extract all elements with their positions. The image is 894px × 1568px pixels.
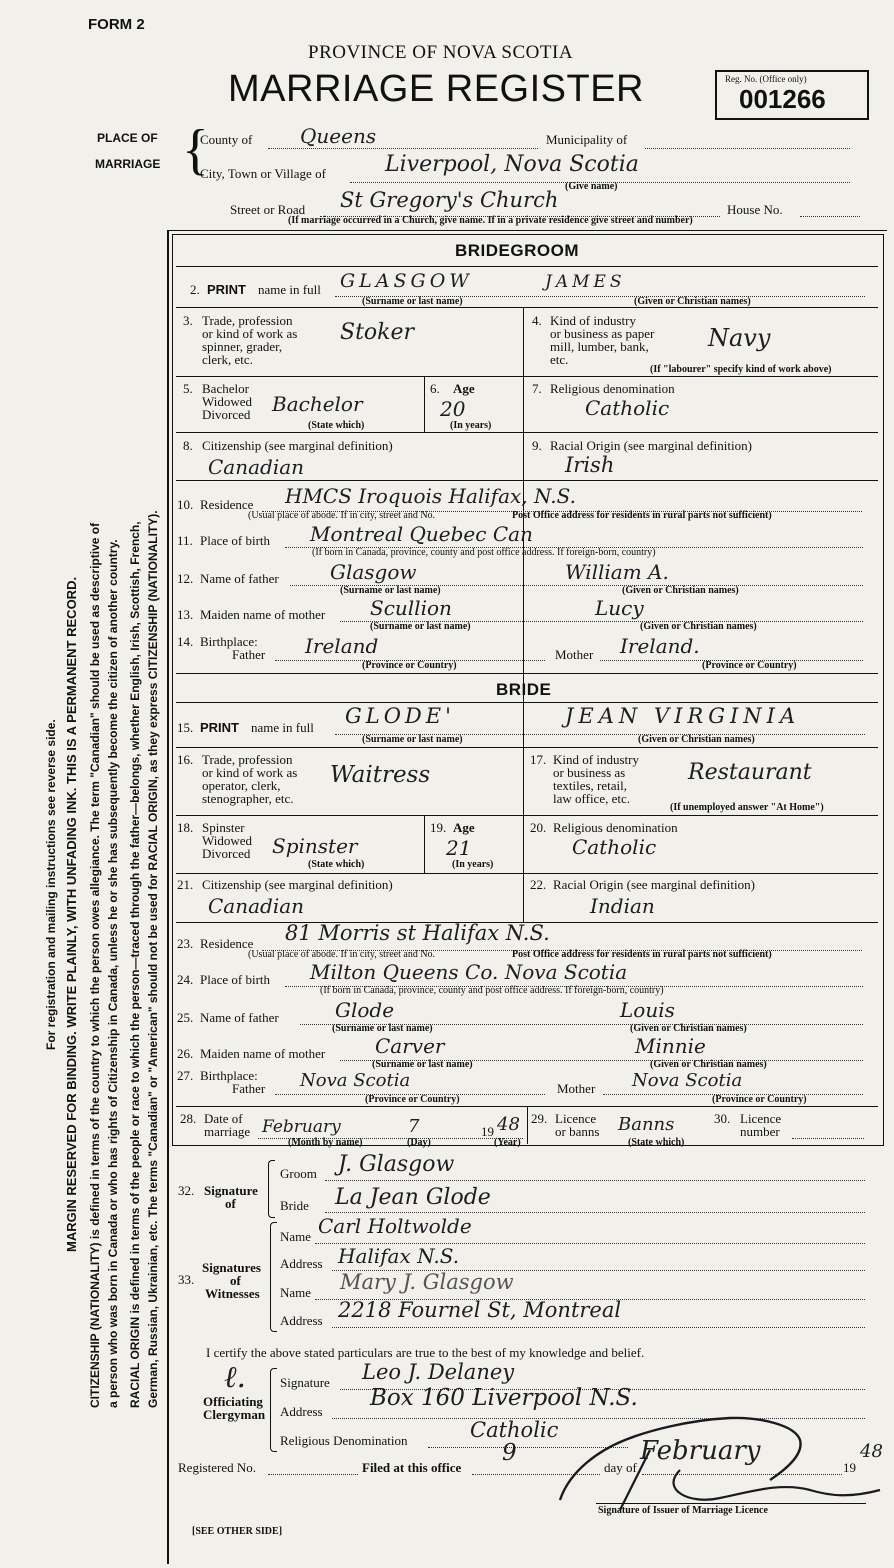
- bride-father-birthplace: Nova Scotia: [300, 1070, 411, 1091]
- groom-mother-given: Lucy: [595, 596, 644, 620]
- filed-year: 48: [860, 1441, 883, 1462]
- f17-label-4: law office, etc.: [553, 791, 630, 806]
- filed-year-prefix: 19: [843, 1460, 856, 1475]
- groom-mother-birthplace: Ireland.: [620, 634, 700, 658]
- f14-number: 14.: [177, 634, 194, 649]
- see-other-side: [SEE OTHER SIDE]: [192, 1526, 283, 1537]
- groom-father-surname: Glasgow: [330, 560, 417, 584]
- f14-label-1: Birthplace:: [200, 634, 258, 649]
- place-brace: {: [182, 119, 209, 181]
- f12-given-cap: (Given or Christian names): [622, 585, 739, 596]
- street-note: (If marriage occurred in a Church, give name. If in a private residence give street and number): [288, 215, 693, 226]
- f5-label-2: Widowed: [202, 394, 253, 409]
- groom-racial: Irish: [565, 453, 615, 477]
- groom-industry: Navy: [708, 324, 771, 352]
- f32-number: 32.: [178, 1183, 195, 1198]
- f28-month-cap: (Month by name): [288, 1137, 363, 1148]
- f32-brace: [268, 1160, 275, 1218]
- f28-label-1: Date of: [204, 1111, 243, 1126]
- licence-or-banns: Banns: [618, 1114, 675, 1135]
- province-title: PROVINCE OF NOVA SCOTIA: [308, 42, 574, 63]
- f14-mother-cap: (Province or Country): [702, 660, 797, 671]
- f30-label-2: number: [740, 1124, 780, 1139]
- clergy-denomination-label: Religious Denomination: [280, 1433, 408, 1448]
- margin-line-3: CITIZENSHIP (NATIONALITY) is defined in terms of the country to which the person owes allegiance. The term "Canadian" should be used as descriptive of: [88, 522, 102, 1408]
- groom-given: JAMES: [545, 272, 626, 292]
- f18-label-1: Spinster: [202, 820, 245, 835]
- groom-father-given: William A.: [565, 560, 669, 584]
- rule-b1: [176, 747, 878, 748]
- certify-statement: I certify the above stated particulars are true to the best of my knowledge and belief.: [206, 1345, 645, 1360]
- margin-line-4: a person who was born in Canada or who has rights of Citizenship in Canada, unless he or she has subsequently become the citizen of another country.: [106, 539, 120, 1408]
- f14-father-cap: (Province or Country): [362, 660, 457, 671]
- f29-label-1: Licence: [555, 1111, 597, 1126]
- f3-label-3: spinner, grader,: [202, 339, 283, 354]
- f28-label-2: marriage: [204, 1124, 251, 1139]
- groom-mother-surname: Scullion: [370, 596, 452, 620]
- reg-no-box: [715, 70, 869, 120]
- f13-surname-cap: (Surname or last name): [370, 621, 471, 632]
- f27-label-2: Father: [232, 1081, 266, 1096]
- margin-line-5: RACIAL ORIGIN is defined in terms of the people or race to which the person—traced through the father—belongs, whether English, Irish, Scottish, French,: [128, 521, 142, 1408]
- f12-number: 12.: [177, 571, 194, 586]
- clergy-signature: Leo J. Delaney: [362, 1360, 515, 1384]
- f22-number: 22.: [530, 877, 547, 892]
- page-title: MARRIAGE REGISTER: [228, 68, 644, 110]
- county-value: Queens: [300, 124, 377, 148]
- f15-print: PRINT: [200, 720, 239, 735]
- f8-label: Citizenship (see marginal definition): [202, 438, 393, 453]
- f26-surname-cap: (Surname or last name): [372, 1059, 473, 1070]
- bride-birthplace: Milton Queens Co. Nova Scotia: [310, 960, 628, 984]
- bride-trade: Waitress: [330, 762, 431, 788]
- witness2-address: 2218 Fournel St, Montreal: [338, 1298, 622, 1322]
- f25-label: Name of father: [200, 1010, 279, 1025]
- f23-cap-1: (Usual place of abode. If in city, street and No.: [248, 949, 436, 960]
- f10-label: Residence: [200, 497, 254, 512]
- f6-label: Age: [453, 381, 475, 396]
- bride-age: 21: [446, 836, 472, 860]
- w1-address-label: Address: [280, 1256, 323, 1271]
- reg-no-value: 001266: [739, 84, 826, 114]
- f14-mother-label: Mother: [555, 647, 594, 662]
- f13-label: Maiden name of mother: [200, 607, 326, 622]
- groom-citizenship: Canadian: [208, 455, 305, 479]
- filed-label: Filed at this office: [362, 1460, 462, 1475]
- groom-status: Bachelor: [272, 392, 363, 416]
- bride-mother-given: Minnie: [635, 1034, 706, 1058]
- bride-racial: Indian: [590, 894, 655, 918]
- f4-number: 4.: [532, 313, 542, 328]
- f27-father-cap: (Province or Country): [365, 1094, 460, 1105]
- f22-label: Racial Origin (see marginal definition): [553, 877, 755, 892]
- f10-cap-2: Post Office address for residents in rural parts not sufficient): [512, 510, 772, 521]
- f33-label-1: Signatures: [202, 1260, 261, 1275]
- bride-title-rule: [176, 702, 878, 703]
- officiating-label-2: Clergyman: [203, 1407, 266, 1422]
- marriage-month: February: [262, 1117, 341, 1137]
- f17-number: 17.: [530, 752, 547, 767]
- clergy-denomination: Catholic: [470, 1418, 559, 1442]
- f32-label-2: of: [225, 1196, 236, 1211]
- witness1-address: Halifax N.S.: [338, 1244, 460, 1268]
- form-number: FORM 2: [88, 16, 145, 33]
- f16-label-4: stenographer, etc.: [202, 791, 294, 806]
- w1-name-label: Name: [280, 1229, 312, 1244]
- f17-label-1: Kind of industry: [553, 752, 639, 767]
- f23-number: 23.: [177, 936, 194, 951]
- bride-status: Spinster: [272, 834, 358, 858]
- bride-industry: Restaurant: [688, 760, 812, 785]
- groom-residence: HMCS Iroquois Halifax, N.S.: [285, 484, 576, 508]
- f6-cap: (In years): [450, 420, 492, 431]
- groom-age: 20: [440, 397, 466, 421]
- reg-no-label: Reg. No. (Office only): [725, 74, 807, 84]
- vrule-date: [527, 1106, 528, 1144]
- f19-label: Age: [453, 820, 475, 835]
- marriage-day: 7: [408, 1116, 420, 1137]
- f5-label-1: Bachelor: [202, 381, 249, 396]
- f17-label-3: textiles, retail,: [553, 778, 628, 793]
- f16-number: 16.: [177, 752, 194, 767]
- f30-number: 30.: [714, 1111, 731, 1126]
- f2-given-cap: (Given or Christian names): [634, 296, 751, 307]
- bride-sig-line: [325, 1212, 865, 1213]
- f20-label: Religious denomination: [553, 820, 678, 835]
- f15-number: 15.: [177, 720, 194, 735]
- f14-label-2: Father: [232, 647, 266, 662]
- f27-label-1: Birthplace:: [200, 1068, 258, 1083]
- f18-label-2: Widowed: [202, 833, 253, 848]
- f3-label-4: clerk, etc.: [202, 352, 253, 367]
- f2-number: 2.: [190, 282, 200, 297]
- f30-label-1: Licence: [740, 1111, 782, 1126]
- witness2-name: Mary J. Glasgow: [340, 1270, 514, 1294]
- groom-title-rule: [176, 266, 878, 267]
- f17-label-2: or business as: [553, 765, 626, 780]
- house-line: [800, 216, 860, 217]
- f24-cap: (If born in Canada, province, county and post office address. If foreign-born, country): [320, 985, 664, 996]
- officiating-brace: [270, 1368, 277, 1452]
- vrule-age-groom: [424, 376, 425, 432]
- f33-brace: [270, 1222, 277, 1332]
- bride-mother-surname: Carver: [375, 1034, 445, 1058]
- margin-line-6: German, Russian, Ukrainian, etc. The terms "Canadian" or "American" should not be used for RACIAL ORIGIN, as they express CITIZENSHIP (NATIONALITY).: [146, 510, 160, 1408]
- city-label: City, Town or Village of: [200, 166, 326, 181]
- f4-cap: (If "labourer" specify kind of work above): [650, 364, 832, 375]
- f12-label: Name of father: [200, 571, 279, 586]
- f11-label: Place of birth: [200, 533, 271, 548]
- issuer-signature-line: [596, 1503, 866, 1504]
- f8-number: 8.: [183, 438, 193, 453]
- filed-day: 9: [502, 1440, 517, 1466]
- bride-given: JEAN VIRGINIA: [565, 704, 801, 728]
- witness1-name: Carl Holtwolde: [318, 1214, 472, 1238]
- f29-label-2: or banns: [555, 1124, 600, 1139]
- rule-r4: [176, 480, 878, 481]
- f30-line: [792, 1138, 864, 1139]
- f12-surname-cap: (Surname or last name): [340, 585, 441, 596]
- f27-mother-label: Mother: [557, 1081, 596, 1096]
- f23-label: Residence: [200, 936, 254, 951]
- f20-number: 20.: [530, 820, 547, 835]
- groom-trade: Stoker: [340, 320, 415, 345]
- groom-section-title: BRIDEGROOM: [455, 241, 579, 260]
- groom-father-birthplace: Ireland: [305, 634, 379, 658]
- f25-number: 25.: [177, 1010, 194, 1025]
- f5-cap: (State which): [308, 420, 365, 431]
- f10-cap-1: (Usual place of abode. If in city, street and No.: [248, 510, 436, 521]
- groom-birthplace: Montreal Quebec Can: [310, 522, 533, 546]
- f15-given-cap: (Given or Christian names): [638, 734, 755, 745]
- f3-label-2: or kind of work as: [202, 326, 298, 341]
- county-line: [268, 148, 538, 149]
- f4-label-4: etc.: [550, 352, 569, 367]
- marriage-year-prefix: 19: [481, 1124, 494, 1139]
- f25-surname-cap: (Surname or last name): [332, 1023, 433, 1034]
- f18-label-3: Divorced: [202, 846, 251, 861]
- street-value: St Gregory's Church: [340, 188, 559, 212]
- f24-label: Place of birth: [200, 972, 271, 987]
- bride-religion: Catholic: [572, 835, 657, 859]
- day-of-label: day of: [604, 1460, 637, 1475]
- clergy-address-label: Address: [280, 1404, 323, 1419]
- street-label: Street or Road: [230, 202, 306, 217]
- bride-mother-birthplace: Nova Scotia: [632, 1070, 743, 1091]
- county-label: County of: [200, 132, 253, 147]
- marriage-year: 48: [497, 1114, 520, 1135]
- clergy-address: Box 160 Liverpool N.S.: [370, 1385, 638, 1411]
- rule-r2: [176, 376, 878, 377]
- f26-given-cap: (Given or Christian names): [650, 1059, 767, 1070]
- f25-given-cap: (Given or Christian names): [630, 1023, 747, 1034]
- f7-number: 7.: [532, 381, 542, 396]
- f32-label-1: Signature: [204, 1183, 258, 1198]
- f16-label-2: or kind of work as: [202, 765, 298, 780]
- registered-no-label: Registered No.: [178, 1460, 256, 1475]
- vrule-age-bride: [424, 815, 425, 873]
- f4-label-1: Kind of industry: [550, 313, 636, 328]
- f26-number: 26.: [177, 1046, 194, 1061]
- f18-cap: (State which): [308, 859, 365, 870]
- bride-sig-label: Bride: [280, 1198, 309, 1213]
- f9-number: 9.: [532, 438, 542, 453]
- f27-number: 27.: [177, 1068, 194, 1083]
- f19-cap: (In years): [452, 859, 494, 870]
- f33-label-2: of: [230, 1273, 241, 1288]
- f3-label-1: Trade, profession: [202, 313, 293, 328]
- f11-number: 11.: [177, 533, 193, 548]
- f19-number: 19.: [430, 820, 447, 835]
- f17-cap: (If unemployed answer "At Home"): [670, 802, 824, 813]
- f16-label-3: operator, clerk,: [202, 778, 281, 793]
- f4-label-2: or business as paper: [550, 326, 655, 341]
- f27-mother-cap: (Province or Country): [712, 1094, 807, 1105]
- f33-number: 33.: [178, 1272, 195, 1287]
- f24-number: 24.: [177, 972, 194, 987]
- f5-number: 5.: [183, 381, 193, 396]
- margin-line-1: For registration and mailing instructions see reverse side.: [44, 719, 58, 1050]
- f28-number: 28.: [180, 1111, 197, 1126]
- f13-number: 13.: [177, 607, 194, 622]
- f15-surname-cap: (Surname or last name): [362, 734, 463, 745]
- f2-label: name in full: [258, 282, 321, 297]
- registered-no-line: [268, 1474, 358, 1475]
- rule-b3: [176, 873, 878, 874]
- f10-number: 10.: [177, 497, 194, 512]
- f23-cap-2: Post Office address for residents in rural parts not sufficient): [512, 949, 772, 960]
- bride-section-title: BRIDE: [496, 680, 552, 699]
- municipality-label: Municipality of: [546, 132, 628, 147]
- clergy-mark: ℓ.: [224, 1360, 247, 1395]
- f4-label-3: mill, lumber, bank,: [550, 339, 649, 354]
- f5-label-3: Divorced: [202, 407, 251, 422]
- f28-year-cap: (Year): [494, 1137, 521, 1148]
- rule-r3: [176, 432, 878, 433]
- bride-citizenship: Canadian: [208, 894, 305, 918]
- f9-label: Racial Origin (see marginal definition): [550, 438, 752, 453]
- f16-label-1: Trade, profession: [202, 752, 293, 767]
- house-label: House No.: [727, 202, 783, 217]
- bride-surname: GLODE': [345, 704, 455, 728]
- f21-number: 21.: [177, 877, 194, 892]
- f15-label: name in full: [251, 720, 314, 735]
- f29-number: 29.: [531, 1111, 548, 1126]
- bride-father-given: Louis: [620, 998, 675, 1022]
- f29-cap: (State which): [628, 1137, 685, 1148]
- groom-signature: J. Glasgow: [338, 1152, 455, 1177]
- f13-given-cap: (Given or Christian names): [640, 621, 757, 632]
- bride-signature: La Jean Glode: [335, 1185, 491, 1210]
- rule-groom-end: [176, 673, 878, 674]
- w2-name-label: Name: [280, 1285, 312, 1300]
- f7-label: Religious denomination: [550, 381, 675, 396]
- f33-label-3: Witnesses: [205, 1286, 260, 1301]
- w2-address-line: [332, 1327, 865, 1328]
- vrule-b2: [523, 747, 524, 922]
- f2-print: PRINT: [207, 282, 246, 297]
- issuer-caption: Signature of Issuer of Marriage Licence: [598, 1505, 768, 1516]
- place-label-2: MARRIAGE: [95, 157, 161, 171]
- rule-r1: [176, 307, 878, 308]
- municipality-line: [645, 148, 850, 149]
- bride-father-surname: Glode: [335, 998, 395, 1022]
- w2-address-label: Address: [280, 1313, 323, 1328]
- f11-cap: (If born in Canada, province, county and post office address. If foreign-born, country): [312, 547, 656, 558]
- filed-month: February: [640, 1436, 761, 1466]
- f2-surname-cap: (Surname or last name): [362, 296, 463, 307]
- margin-line-2: MARGIN RESERVED FOR BINDING. WRITE PLAINLY, WITH UNFADING INK. THIS IS A PERMANENT RECORD.: [64, 576, 79, 1252]
- place-label-1: PLACE OF: [97, 131, 158, 145]
- f18-number: 18.: [177, 820, 194, 835]
- f28-day-cap: (Day): [407, 1137, 431, 1148]
- groom-sig-line: [325, 1180, 865, 1181]
- officiating-label-1: Officiating: [203, 1394, 263, 1409]
- groom-sig-label: Groom: [280, 1166, 317, 1181]
- rule-b2: [176, 815, 878, 816]
- bride-residence: 81 Morris st Halifax N.S.: [285, 921, 550, 945]
- groom-surname: GLASGOW: [340, 270, 473, 292]
- f6-number: 6.: [430, 381, 440, 396]
- give-name-caption: (Give name): [565, 181, 618, 192]
- f26-label: Maiden name of mother: [200, 1046, 326, 1061]
- f21-label: Citizenship (see marginal definition): [202, 877, 393, 892]
- clergy-signature-label: Signature: [280, 1375, 330, 1390]
- groom-religion: Catholic: [585, 396, 670, 420]
- f3-number: 3.: [183, 313, 193, 328]
- city-value: Liverpool, Nova Scotia: [385, 152, 639, 177]
